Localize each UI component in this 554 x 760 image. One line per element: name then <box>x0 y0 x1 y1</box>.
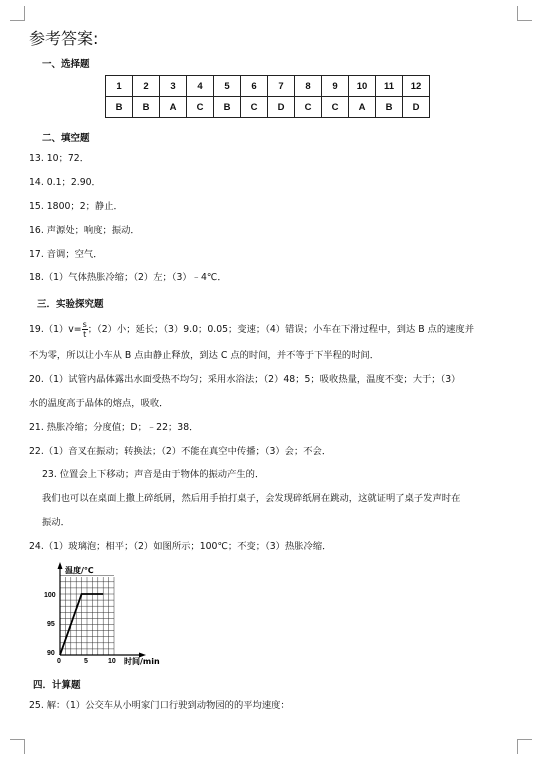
table-row-answers <box>106 97 430 118</box>
answer-q25: 25. 解：（1）公交车从小明家门口行驶到动物园的的平均速度： <box>29 700 290 711</box>
y-tick-100: 100 <box>44 592 56 599</box>
table-cell: B <box>133 97 160 118</box>
q19-prefix: 19.（1）v= <box>29 324 82 335</box>
y-tick-90: 90 <box>47 650 55 657</box>
answer-q19-line1 <box>29 320 474 339</box>
table-cell: 5 <box>214 76 241 97</box>
table-cell: 12 <box>403 76 430 97</box>
table-cell: B <box>106 97 133 118</box>
crop-mark-bottom-left <box>10 739 25 754</box>
table-cell: 10 <box>349 76 376 97</box>
table-cell: 3 <box>160 76 187 97</box>
answer-q21: 21. 热胀冷缩；分度值；D；﹣22；38． <box>29 422 199 433</box>
table-row-numbers <box>106 76 430 97</box>
table-cell: B <box>376 97 403 118</box>
fraction-denominator: t <box>83 330 87 339</box>
choice-answer-table <box>105 75 430 118</box>
page-title: 参考答案: <box>29 29 99 48</box>
answer-q19-line2: 不为零，所以让小车从 B 点由静止释放，到达 C 点的时间，并不等于下半程的时间． <box>29 350 380 361</box>
section-fill: 二、填空题 <box>42 133 90 144</box>
answer-q16: 16. 声源处；响度；振动． <box>29 225 140 236</box>
answer-q13: 13. 10；72． <box>29 153 89 164</box>
answer-q22: 22.（1）音叉在振动；转换法；（2）不能在真空中传播；（3）会；不会． <box>29 446 332 457</box>
table-cell: 7 <box>268 76 295 97</box>
graph-grid <box>60 576 114 655</box>
crop-mark-bottom-right <box>517 739 532 754</box>
table-cell: D <box>268 97 295 118</box>
y-axis-arrow <box>58 562 63 569</box>
answer-q24: 24.（1）玻璃泡；相平；（2）如图所示；100℃；不变；（3）热胀冷缩． <box>29 541 332 552</box>
table-cell: C <box>241 97 268 118</box>
x-tick-0: 0 <box>57 658 61 665</box>
table-cell: C <box>187 97 214 118</box>
crop-mark-top-right <box>517 6 532 21</box>
table-cell: 9 <box>322 76 349 97</box>
table-cell: B <box>214 97 241 118</box>
answer-q23-line3: 振动． <box>42 517 70 528</box>
table-cell: A <box>160 97 187 118</box>
table-cell: 8 <box>295 76 322 97</box>
crop-mark-top-left <box>10 6 25 21</box>
y-tick-95: 95 <box>47 621 55 628</box>
section-choice: 一、选择题 <box>42 59 90 70</box>
table-cell: 1 <box>106 76 133 97</box>
table-cell: A <box>349 97 376 118</box>
answer-q20-line1: 20.（1）试管内晶体露出水面受热不均匀；采用水浴法；（2）48；5；吸收热量，温度不变；大于；（3） <box>29 374 461 385</box>
table-cell: 6 <box>241 76 268 97</box>
table-cell: C <box>295 97 322 118</box>
x-tick-5: 5 <box>84 658 88 665</box>
temperature-time-graph <box>38 560 188 670</box>
fraction-numerator: s <box>82 320 87 329</box>
answer-q17: 17. 音调；空气． <box>29 249 103 260</box>
answer-q18: 18.（1）气体热胀冷缩；（2）左；（3）﹣4℃． <box>29 272 227 283</box>
answer-q14: 14. 0.1；2.90． <box>29 177 101 188</box>
section-experiment: 三．实验探究题 <box>37 299 104 310</box>
answer-q20-line2: 水的温度高于晶体的熔点，吸收． <box>29 398 169 409</box>
answer-q15: 15. 1800；2；静止． <box>29 201 123 212</box>
table-cell: C <box>322 97 349 118</box>
table-cell: 4 <box>187 76 214 97</box>
answer-q23-line1: 23. 位置会上下移动；声音是由于物体的振动产生的． <box>42 469 265 480</box>
table-cell: 11 <box>376 76 403 97</box>
table-cell: D <box>403 97 430 118</box>
graph-y-label: 温度/℃ <box>65 566 94 575</box>
graph-x-label: 时间/min <box>124 657 160 666</box>
x-tick-10: 10 <box>108 658 116 665</box>
section-calculation: 四．计算题 <box>33 680 81 691</box>
q19-rest: ；（2）小；延长；（3）9.0；0.05；变速；（4）错误；小车在下滑过程中，到达 B 点的速度并 <box>87 324 475 335</box>
answer-q23-line2: 我们也可以在桌面上撒上碎纸屑，然后用手拍打桌子，会发现碎纸屑在跳动，这就证明了桌子发声时在 <box>42 493 461 504</box>
table-cell: 2 <box>133 76 160 97</box>
